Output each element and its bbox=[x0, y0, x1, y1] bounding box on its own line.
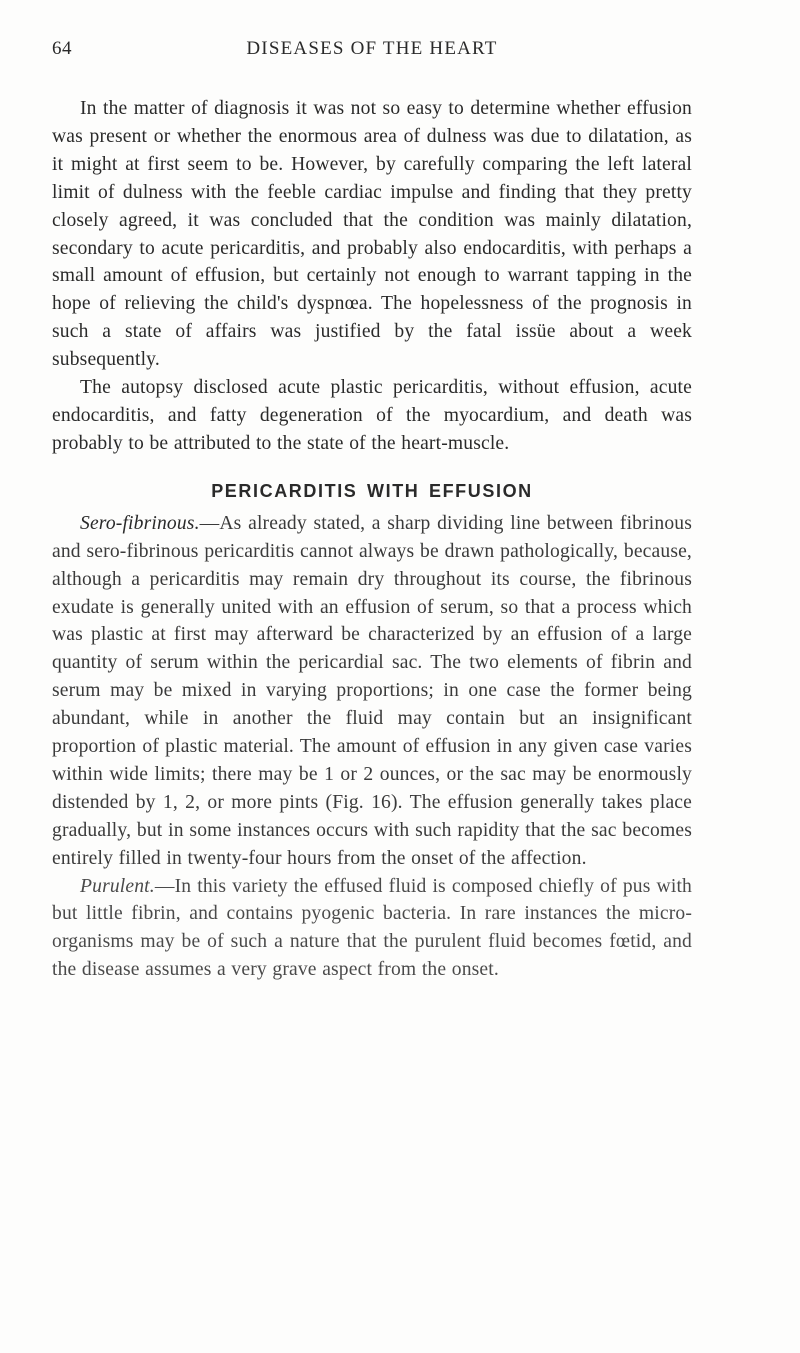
sero-fibrinous-label: Sero-fibrinous. bbox=[80, 512, 200, 534]
page-body bbox=[52, 95, 692, 984]
running-head: DISEASES OF THE HEART bbox=[246, 38, 498, 59]
section-heading: PERICARDITIS WITH EFFUSION bbox=[211, 480, 533, 501]
paragraph-autopsy: The autopsy disclosed acute plastic pericarditis, without effusion, acute endocarditis, and fatty degeneration of the myocardium, and death was probably to be attributed to the state of the heart-muscle. bbox=[52, 377, 692, 454]
purulent-text: —In this variety the effused fluid is composed chiefly of pus with but little fibrin, and contains pyogenic bacteria. In rare instances the micro-organisms may be of such a nature that the purulent fluid becomes fœtid, and the disease assumes a very grave aspect from the onset. bbox=[52, 875, 692, 981]
purulent-label: Purulent. bbox=[80, 875, 155, 897]
page-header bbox=[52, 38, 692, 68]
sero-fibrinous-text: —As already stated, a sharp dividing line between fibrinous and sero-fibrinous pericarditis cannot always be drawn pathologically, because, although a pericarditis may remain dry throughout its course, the fibrinous exudate is generally united with an effusion of serum, so that a process which was plastic at first may afterward be characterized by an effusion of a large quantity of serum within the pericardial sac. The two elements of fibrin and serum may be mixed in varying proportions; in one case the former being abundant, while in another the fluid may contain but an insignificant proportion of plastic material. The amount of effusion in any given case varies within wide limits; there may be 1 or 2 ounces, or the sac may be enormously distended by 1, 2, or more pints (Fig. 16). The effusion generally takes place gradually, but in some instances occurs with such rapidity that the sac becomes entirely filled in twenty-four hours from the onset of the affection. bbox=[52, 512, 692, 869]
paragraph-purulent bbox=[52, 873, 692, 985]
paragraph-diagnosis: In the matter of diagnosis it was not so easy to determine whether effusion was present or whether the enormous area of dulness was due to dilatation, as it might at first seem to be. However, by carefully comparing the left lateral limit of dulness with the feeble cardiac impulse and finding that they pretty closely agreed, it was concluded that the condition was mainly dilatation, secondary to acute pericarditis, and probably also endocarditis, with perhaps a small amount of effusion, but certainly not enough to warrant tapping in the hope of relieving the child's dyspnœa. The hopelessness of the prognosis in such a state of affairs was justified by the fatal issüe about a week subsequently. bbox=[52, 98, 692, 371]
page-number: 64 bbox=[52, 38, 72, 59]
paragraph-sero-fibrinous bbox=[52, 510, 692, 873]
